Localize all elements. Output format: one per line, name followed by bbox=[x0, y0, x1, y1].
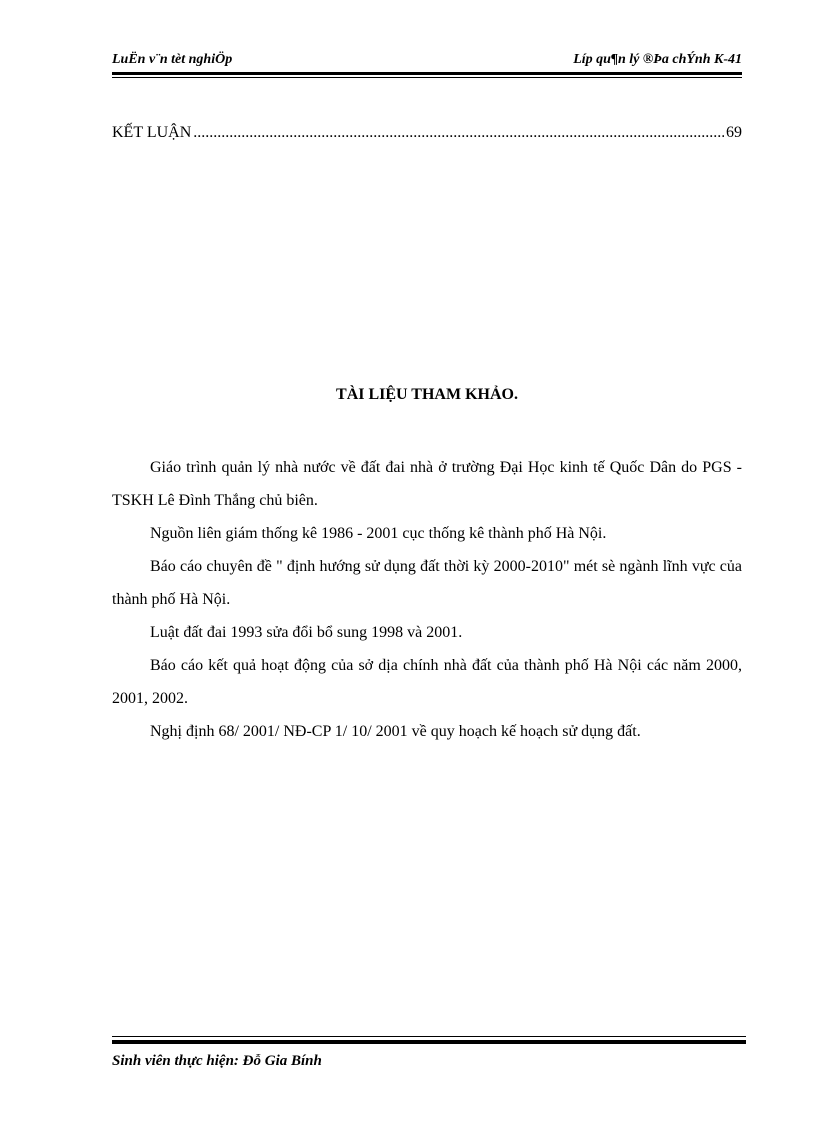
header-rule-thick bbox=[112, 72, 742, 75]
page-header bbox=[112, 52, 742, 72]
toc-leader-dots bbox=[193, 124, 724, 142]
reference-item: Nguồn liên giám thống kê 1986 - 2001 cục thống kê thành phố Hà Nội. bbox=[150, 525, 607, 542]
reference-item: Báo cáo chuyên đề " định hướng sử dụng đất thời kỳ 2000-2010" mét sè ngành lĩnh vực của thành phố Hà Nội. bbox=[112, 558, 742, 608]
footer-rule-thin bbox=[112, 1036, 746, 1037]
page-footer: Sinh viên thực hiện: Đỗ Gia Bính bbox=[112, 1053, 322, 1069]
header-class-label: Líp qu¶n lý ®Þa chÝnh K-41 bbox=[573, 52, 742, 67]
footer-rule-thick bbox=[112, 1040, 746, 1044]
header-rule-thin bbox=[112, 77, 742, 78]
references-list bbox=[112, 451, 742, 748]
toc-entry-label: KẾT LUẬN bbox=[112, 124, 192, 141]
reference-item: Nghị định 68/ 2001/ NĐ-CP 1/ 10/ 2001 về quy hoạch kế hoạch sử dụng đất. bbox=[150, 723, 641, 740]
header-thesis-label: LuËn v¨n tèt nghiÖp bbox=[112, 52, 233, 67]
reference-item: Báo cáo kết quả hoạt động của sở dịa chính nhà đất của thành phố Hà Nội các năm 2000, 2001, 2002. bbox=[112, 657, 742, 707]
toc-entry-conclusion bbox=[112, 124, 742, 142]
reference-item: Giáo trình quản lý nhà nước về đất đai nhà ở trường Đại Học kinh tế Quốc Dân do PGS - TSKH Lê Đình Thắng chủ biên. bbox=[112, 459, 742, 509]
references-title: TÀI LIỆU THAM KHẢO. bbox=[336, 386, 518, 403]
toc-entry-page: 69 bbox=[726, 124, 742, 141]
reference-item: Luật đất đai 1993 sửa đổi bổ sung 1998 và 2001. bbox=[150, 624, 463, 641]
